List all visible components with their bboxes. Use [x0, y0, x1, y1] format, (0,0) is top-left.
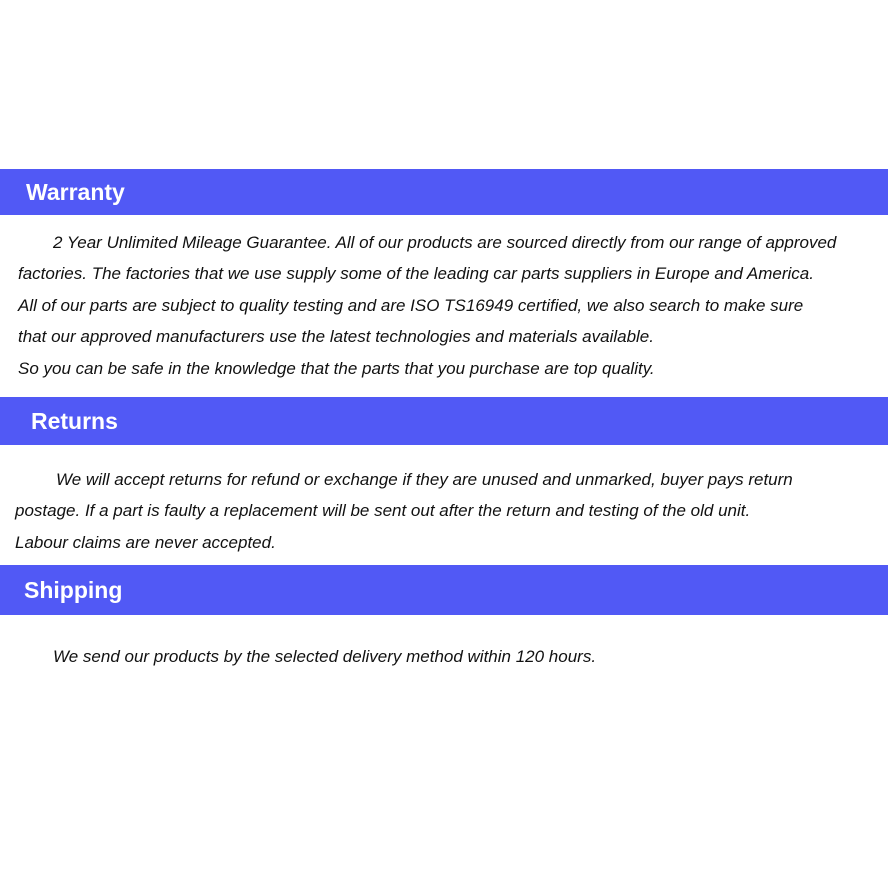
warranty-line: So you can be safe in the knowledge that the parts that you purchase are top quality.: [18, 359, 655, 378]
shipping-header-band: [0, 565, 888, 615]
returns-line: Labour claims are never accepted.: [15, 533, 276, 552]
warranty-line: 2 Year Unlimited Mileage Guarantee. All of our products are sourced directly from our range of approved: [53, 233, 837, 252]
returns-line: postage. If a part is faulty a replacement will be sent out after the return and testing of the old unit.: [15, 501, 751, 520]
shipping-line: We send our products by the selected delivery method within 120 hours.: [53, 647, 597, 666]
warranty-header-band: [0, 169, 888, 215]
warranty-title: Warranty: [26, 179, 125, 205]
shipping-title: Shipping: [24, 577, 123, 603]
returns-title: Returns: [31, 408, 118, 434]
returns-header-band: [0, 397, 888, 445]
warranty-line: that our approved manufacturers use the latest technologies and materials available.: [18, 327, 654, 346]
warranty-line: All of our parts are subject to quality testing and are ISO TS16949 certified, we also search to make sure: [18, 296, 804, 315]
warranty-line: factories. The factories that we use supply some of the leading car parts suppliers in Europe and America.: [18, 264, 814, 283]
returns-line: We will accept returns for refund or exchange if they are unused and unmarked, buyer pays return: [56, 470, 793, 489]
